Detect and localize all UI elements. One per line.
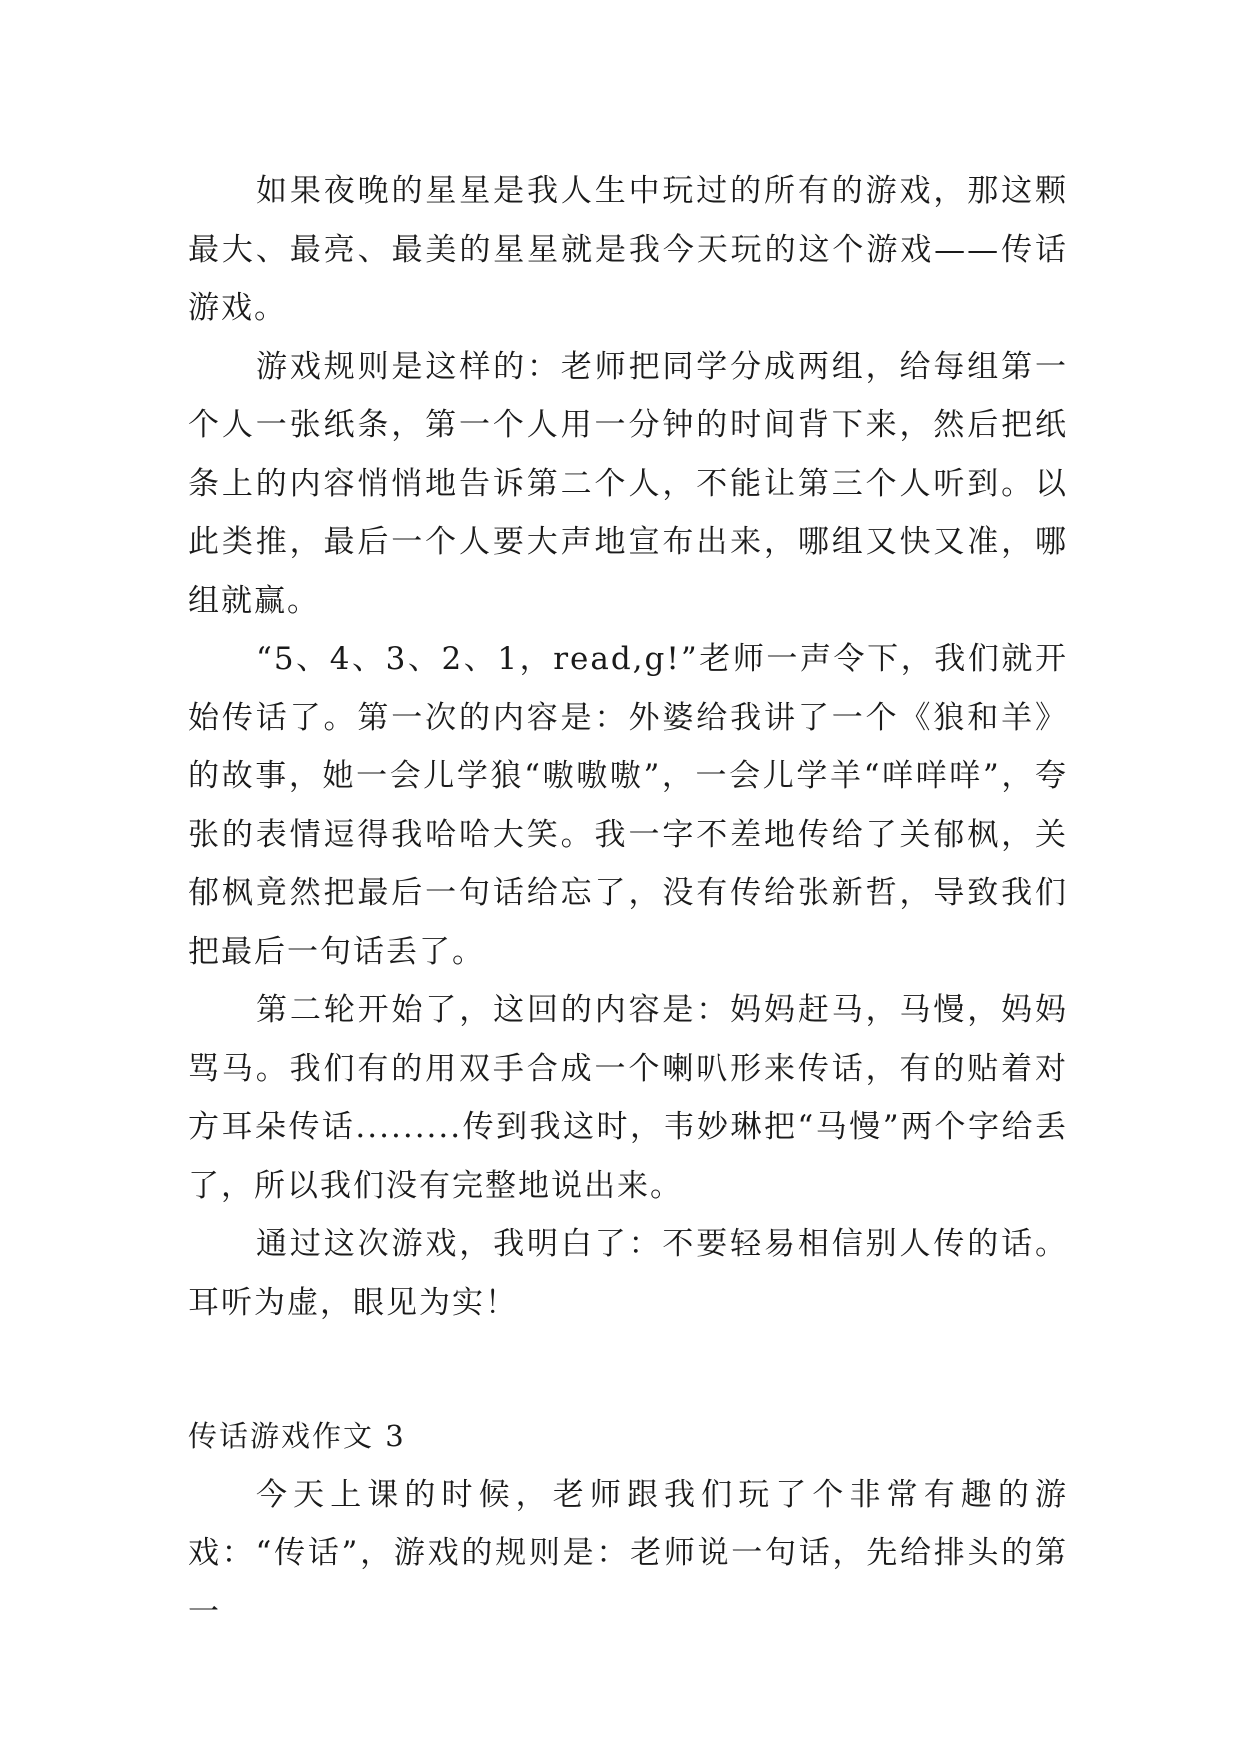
paragraph-conclusion: 通过这次游戏，我明白了：不要轻易相信别人传的话。耳听为虚，眼见为实！ bbox=[188, 1226, 1068, 1321]
paragraph-round-two: 第二轮开始了，这回的内容是：妈妈赶马，马慢，妈妈骂马。我们有的用双手合成一个喇叭形来传话，有的贴着对方耳朵传话.........传到我这时，韦妙琳把“马慢”两个字给丢了，所以我们没有完整地说出来。 bbox=[188, 992, 1068, 1204]
document-body bbox=[188, 162, 1068, 1641]
paragraph-essay-three-opening: 今天上课的时候，老师跟我们玩了个非常有趣的游戏：“传话”，游戏的规则是：老师说一句话，先给排头的第一 bbox=[188, 1476, 1068, 1630]
paragraph-rules: 游戏规则是这样的：老师把同学分成两组，给每组第一个人一张纸条，第一个人用一分钟的时间背下来，然后把纸条上的内容悄悄地告诉第二个人，不能让第三个人听到。以此类推，最后一个人要大声地宣布出来，哪组又快又准，哪组就赢。 bbox=[188, 348, 1068, 619]
section-heading: 传话游戏作文 3 bbox=[188, 1419, 406, 1453]
paragraph-round-one: “5、4、3、2、1，read,g!”老师一声令下，我们就开始传话了。第一次的内容是：外婆给我讲了一个《狼和羊》的故事，她一会儿学狼“嗷嗷嗷”，一会儿学羊“咩咩咩”，夸张的表情逗得我哈哈大笑。我一字不差地传给了关郁枫，关郁枫竟然把最后一句话给忘了，没有传给张新哲，导致我们把最后一句话丢了。 bbox=[188, 641, 1068, 970]
paragraph-intro: 如果夜晚的星星是我人生中玩过的所有的游戏，那这颗最大、最亮、最美的星星就是我今天玩的这个游戏——传话游戏。 bbox=[188, 173, 1068, 326]
